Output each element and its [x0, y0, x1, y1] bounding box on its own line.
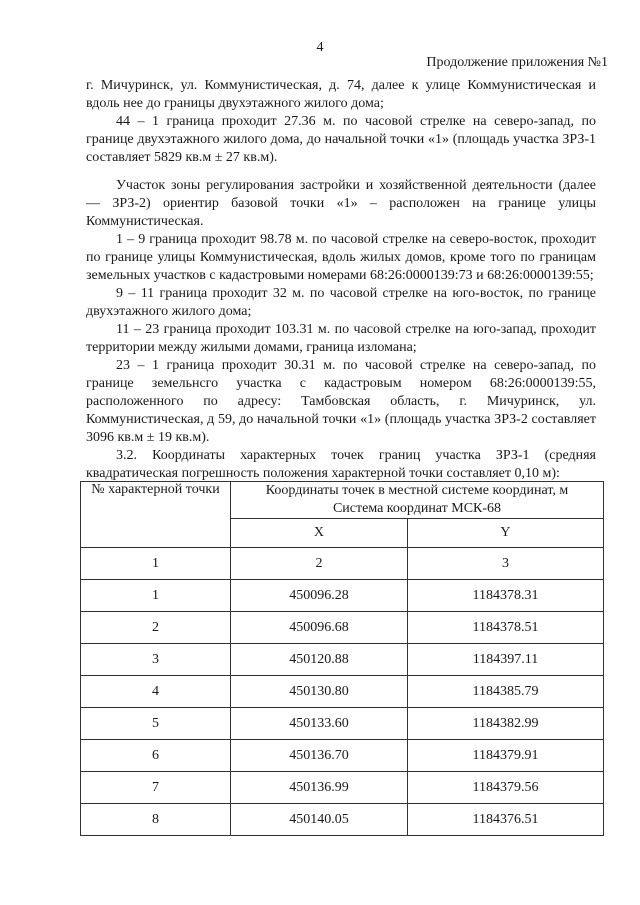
column-index-row	[81, 548, 604, 580]
body-text	[86, 77, 596, 483]
paragraph: Участок зоны регулирования застройки и хозяйственной деятельности (далее — ЗРЗ-2) ориентир базовой точки «1» – расположен на границе улицы Коммунистическая.	[86, 178, 596, 229]
table-row	[81, 772, 604, 804]
table-row	[81, 676, 604, 708]
column-index: 1	[81, 548, 231, 580]
x-cell: 450120.88	[231, 644, 408, 676]
paragraph: 1 – 9 граница проходит 98.78 м. по часовой стрелке на северо-восток, проходит по границе улицы Коммунистическая, вдоль жилых домов, кроме того по границам земельных участков с кадастровыми номерами 68:26:0000139:73 и 68:26:0000139:55;	[86, 232, 596, 283]
y-cell: 1184379.56	[407, 772, 603, 804]
x-cell: 450130.80	[231, 676, 408, 708]
point-number-cell: 5	[81, 708, 231, 740]
column-index: 2	[231, 548, 408, 580]
x-cell: 450096.28	[231, 580, 408, 612]
table-header-row	[81, 482, 604, 519]
table-row	[81, 740, 604, 772]
y-cell: 1184376.51	[407, 804, 603, 836]
appendix-label: Продолжение приложения №1	[426, 55, 608, 70]
point-number-header: № характерной точки	[81, 482, 231, 548]
coordinates-header-line1: Координаты точек в местной системе координат, м	[265, 483, 569, 498]
table-row	[81, 708, 604, 740]
y-cell: 1184385.79	[407, 676, 603, 708]
y-cell: 1184378.51	[407, 612, 603, 644]
point-number-cell: 4	[81, 676, 231, 708]
table-row	[81, 612, 604, 644]
paragraph: г. Мичуринск, ул. Коммунистическая, д. 74, далее к улице Коммунистическая и вдоль нее до границы двухэтажного жилого дома;	[86, 78, 596, 111]
point-number-cell: 6	[81, 740, 231, 772]
paragraph: 23 – 1 граница проходит 30.31 м. по часовой стрелке на северо-запад, по границе земельнсго участка с кадастровым номером 68:26:0000139:55, расположенного по адресу: Тамбовская область, г. Мичуринск, ул. Коммунистическая, д 59, до начальной точки «1» (площадь участка ЗРЗ-2 составляет 3096 кв.м ± 19 кв.м).	[86, 358, 596, 445]
y-header: Y	[407, 519, 603, 548]
y-cell: 1184382.99	[407, 708, 603, 740]
point-number-cell: 2	[81, 612, 231, 644]
table-row	[81, 804, 604, 836]
table-row	[81, 580, 604, 612]
y-cell: 1184378.31	[407, 580, 603, 612]
paragraph: 9 – 11 граница проходит 32 м. по часовой стрелке на юго-восток, по границе двухэтажного жилого дома;	[86, 286, 596, 319]
y-cell: 1184397.11	[407, 644, 603, 676]
coordinates-header-line2: Система координат МСК-68	[332, 501, 502, 516]
y-cell: 1184379.91	[407, 740, 603, 772]
page-number: 4	[316, 40, 324, 55]
paragraph: 44 – 1 граница проходит 27.36 м. по часовой стрелке на северо-запад, по границе двухэтажного жилого дома, до начальной точки «1» (площадь участка ЗРЗ-1 составляет 5829 кв.м ± 27 кв.м).	[86, 114, 596, 165]
point-number-cell: 8	[81, 804, 231, 836]
coordinates-header	[231, 482, 604, 519]
point-number-cell: 3	[81, 644, 231, 676]
x-cell: 450133.60	[231, 708, 408, 740]
x-cell: 450136.99	[231, 772, 408, 804]
point-number-cell: 7	[81, 772, 231, 804]
point-number-cell: 1	[81, 580, 231, 612]
paragraph: 3.2. Координаты характерных точек границ участка ЗРЗ-1 (средняя квадратическая погрешность положения характерной точки составляет 0,10 м):	[86, 448, 596, 481]
table-row	[81, 644, 604, 676]
x-cell: 450136.70	[231, 740, 408, 772]
x-header: X	[231, 519, 408, 548]
coordinates-table	[80, 481, 604, 836]
x-cell: 450140.05	[231, 804, 408, 836]
paragraph: 11 – 23 граница проходит 103.31 м. по часовой стрелке на юго-запад, проходит территории между жилыми домами, граница изломана;	[86, 322, 596, 355]
x-cell: 450096.68	[231, 612, 408, 644]
column-index: 3	[407, 548, 603, 580]
